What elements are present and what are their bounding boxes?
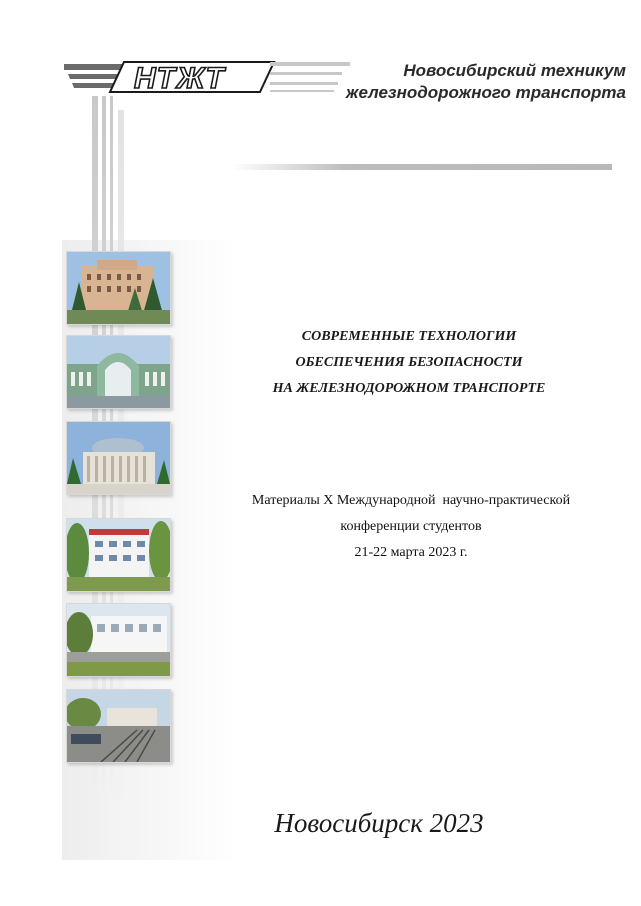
theatre-photo-icon bbox=[66, 421, 171, 495]
document-title bbox=[236, 324, 582, 402]
city-year: Новосибирск 2023 bbox=[274, 808, 484, 838]
title-line-1: СОВРЕМЕННЫЕ ТЕХНОЛОГИИ bbox=[301, 329, 517, 344]
logo-stripe bbox=[270, 82, 338, 85]
logo-stripe bbox=[270, 72, 342, 75]
conference-info bbox=[226, 488, 596, 566]
org-line-1: Новосибирский техникум bbox=[403, 61, 626, 80]
organization-name bbox=[336, 60, 626, 104]
title-line-3: НА ЖЕЛЕЗНОДОРОЖНОМ ТРАНСПОРТЕ bbox=[272, 381, 546, 396]
white-building-photo-icon bbox=[66, 518, 171, 592]
materials-line-2: конференции студентов bbox=[340, 519, 482, 534]
logo-stripe bbox=[270, 90, 334, 92]
materials-line-3: 21-22 марта 2023 г. bbox=[354, 545, 468, 560]
campus-photo-icon bbox=[66, 603, 171, 677]
railway-yard-photo-icon bbox=[66, 689, 171, 763]
title-line-2: ОБЕСПЕЧЕНИЯ БЕЗОПАСНОСТИ bbox=[295, 355, 523, 370]
header-divider bbox=[232, 164, 612, 170]
logo-text: НТЖТ bbox=[134, 62, 225, 95]
materials-line-1: Материалы X Международной научно-практической bbox=[251, 493, 571, 508]
org-line-2: железнодорожного транспорта bbox=[345, 83, 626, 102]
ntzht-logo-icon bbox=[64, 58, 276, 96]
building-photo-icon bbox=[66, 251, 171, 325]
station-photo-icon bbox=[66, 335, 171, 409]
